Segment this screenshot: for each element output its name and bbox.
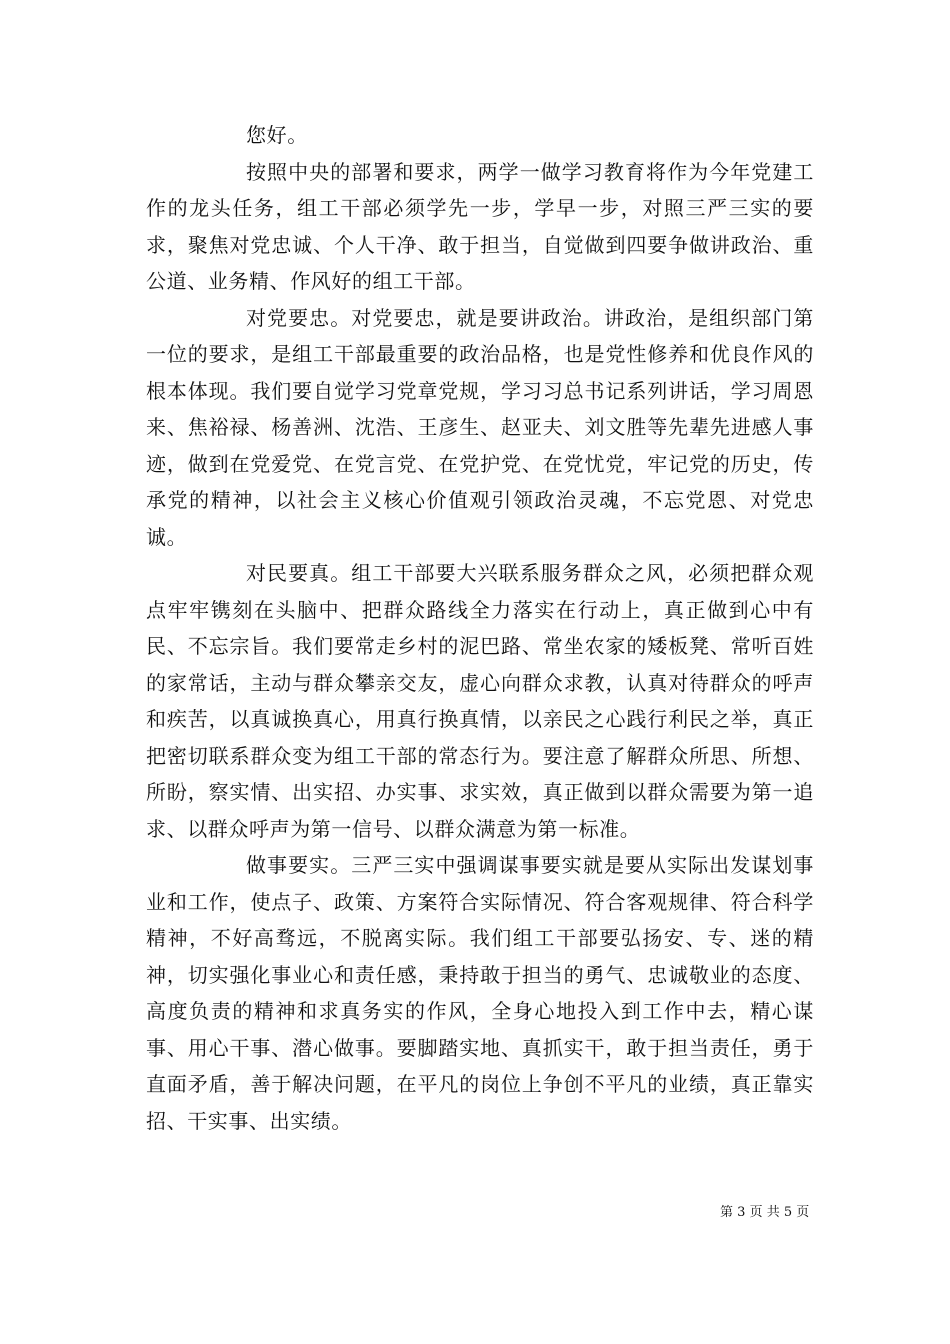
document-body bbox=[146, 117, 814, 1139]
footer-total-pages: 5 bbox=[783, 1205, 793, 1220]
page-number-footer bbox=[720, 1205, 809, 1221]
people-paragraph: 对民要真。组工干部要大兴联系服务群众之风，必须把群众观点牢牢镌刻在头脑中、把群众路线全力落实在行动上，真正做到心中有民、不忘宗旨。我们要常走乡村的泥巴路、常坐农家的矮板凳、常听百姓的家常话，主动与群众攀亲交友，虚心向群众求教，认真对待群众的呼声和疾苦，以真诚换真心，用真行换真情，以亲民之心践行利民之举，真正把密切联系群众变为组工干部的常态行为。要注意了解群众所思、所想、所盼，察实情、出实招、办实事、求实效，真正做到以群众需要为第一追求、以群众呼声为第一信号、以群众满意为第一标准。 bbox=[146, 561, 814, 841]
greeting-paragraph: 您好。 bbox=[246, 123, 308, 147]
intro-paragraph: 按照中央的部署和要求，两学一做学习教育将作为今年党建工作的龙头任务，组工干部必须学先一步，学早一步，对照三严三实的要求，聚焦对党忠诚、个人干净、敢于担当，自觉做到四要争做讲政治、重公道、业务精、作风好的组工干部。 bbox=[146, 159, 814, 293]
footer-suffix: 页 bbox=[796, 1205, 810, 1220]
loyalty-paragraph: 对党要忠。对党要忠，就是要讲政治。讲政治，是组织部门第一位的要求，是组工干部最重要的政治品格，也是党性修养和优良作风的根本体现。我们要自觉学习党章党规，学习习总书记系列讲话，学习周恩来、焦裕禄、杨善洲、沈浩、王彦生、赵亚夫、刘文胜等先辈先进感人事迹，做到在党爱党、在党言党、在党护党、在党忧党，牢记党的历史，传承党的精神，以社会主义核心价值观引领政治灵魂，不忘党恩、对党忠诚。 bbox=[146, 305, 814, 549]
footer-prefix: 第 bbox=[720, 1205, 734, 1220]
footer-current-page: 3 bbox=[737, 1205, 746, 1220]
practical-work-paragraph: 做事要实。三严三实中强调谋事要实就是要从实际出发谋划事业和工作，使点子、政策、方案符合实际情况、符合客观规律、符合科学精神，不好高骛远，不脱离实际。我们组工干部要弘扬安、专、迷的精神，切实强化事业心和责任感，秉持敢于担当的勇气、忠诚敬业的态度、高度负责的精神和求真务实的作风，全身心地投入到工作中去，精心谋事、用心干事、潜心做事。要脚踏实地、真抓实干，敢于担当责任，勇于直面矛盾，善于解决问题，在平凡的岗位上争创不平凡的业绩，真正靠实招、干实事、出实绩。 bbox=[146, 853, 814, 1133]
footer-middle: 页 共 bbox=[749, 1205, 780, 1220]
